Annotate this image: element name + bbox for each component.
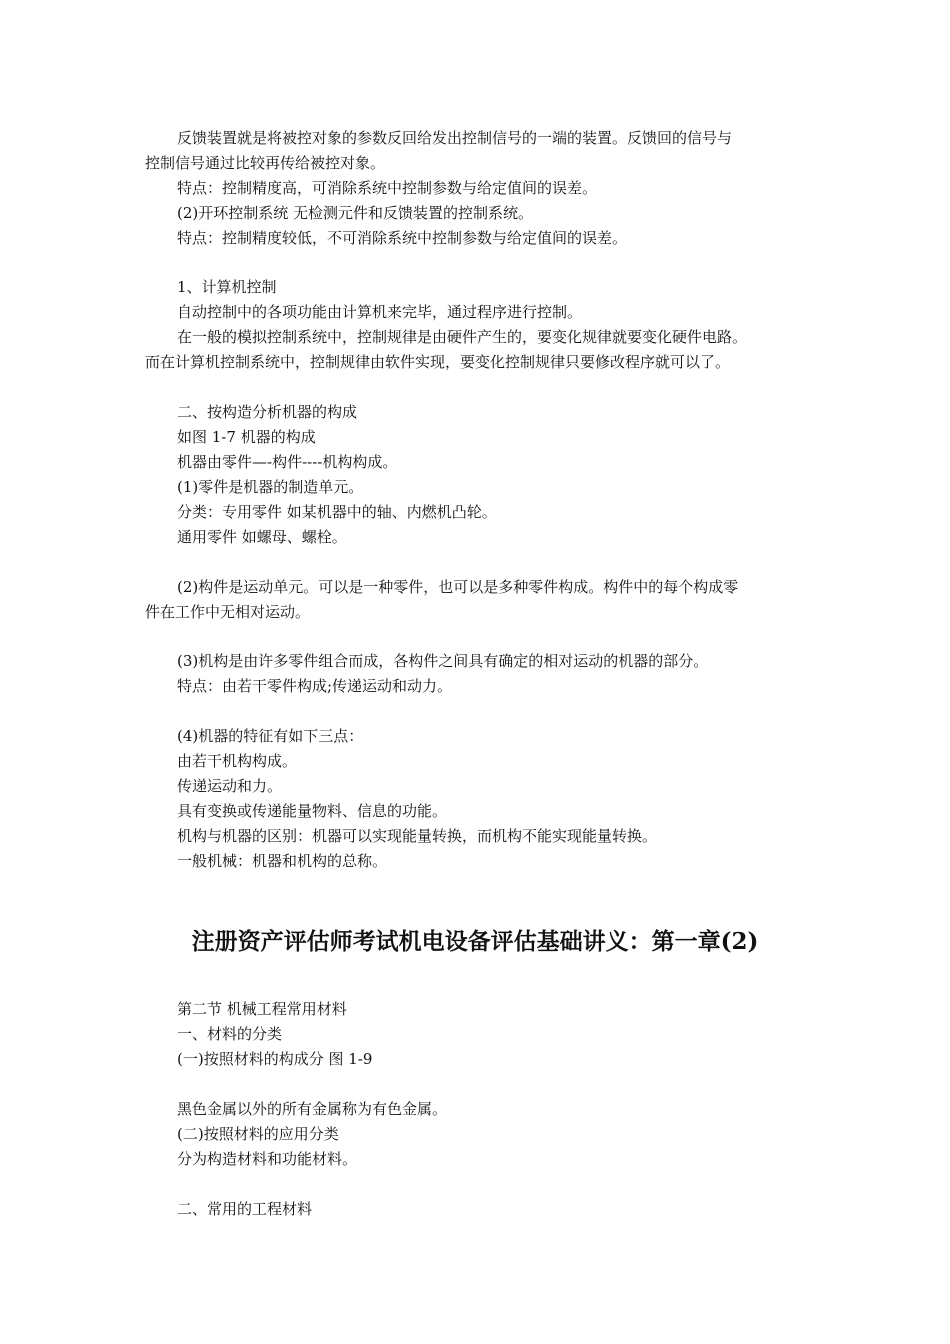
paragraph-line: 机构与机器的区别：机器可以实现能量转换，而机构不能实现能量转换。 [177, 827, 658, 845]
paragraph-line: 机器由零件—-构件----机构构成。 [177, 453, 398, 471]
document-title: 注册资产评估师考试机电设备评估基础讲义：第一章(2) [191, 928, 759, 955]
paragraph-line: (二)按照材料的应用分类 [177, 1125, 339, 1143]
paragraph-line: 分类：专用零件 如某机器中的轴、内燃机凸轮。 [177, 503, 497, 521]
paragraph-line: 如图 1-7 机器的构成 [177, 428, 316, 446]
paragraph-line: 在一般的模拟控制系统中，控制规律是由硬件产生的，要变化规律就要变化硬件电路。 [177, 328, 748, 346]
paragraph-line: (一)按照材料的构成分 图 1-9 [177, 1050, 373, 1068]
paragraph-line: (1)零件是机器的制造单元。 [177, 478, 364, 496]
paragraph-line: 件在工作中无相对运动。 [145, 603, 311, 621]
paragraph-line: 反馈装置就是将被控对象的参数反回给发出控制信号的一端的装置。反馈回的信号与 [177, 129, 733, 147]
paragraph-line: 黑色金属以外的所有金属称为有色金属。 [177, 1100, 448, 1118]
paragraph-line: 自动控制中的各项功能由计算机来完毕，通过程序进行控制。 [177, 303, 583, 321]
paragraph-line: 而在计算机控制系统中，控制规律由软件实现，要变化控制规律只要修改程序就可以了。 [145, 353, 731, 371]
paragraph-line: 分为构造材料和功能材料。 [177, 1150, 358, 1168]
section-heading: 二、按构造分析机器的构成 [177, 403, 358, 421]
paragraph-line: 传递运动和力。 [177, 777, 283, 795]
paragraph-line: (2)构件是运动单元。可以是一种零件，也可以是多种零件构成。构件中的每个构成零 [177, 578, 739, 596]
section-heading: 第二节 机械工程常用材料 [177, 1000, 347, 1018]
paragraph-line: 通用零件 如螺母、螺栓。 [177, 528, 347, 546]
paragraph-line: 特点：控制精度高，可消除系统中控制参数与给定值间的误差。 [177, 179, 598, 197]
paragraph-line: 由若干机构构成。 [177, 752, 298, 770]
paragraph-line: (4)机器的特征有如下三点： [177, 727, 364, 745]
paragraph-line: (3)机构是由许多零件组合而成，各构件之间具有确定的相对运动的机器的部分。 [177, 652, 709, 670]
paragraph-line: 一、材料的分类 [177, 1025, 283, 1043]
section-heading: 1、计算机控制 [177, 278, 277, 296]
paragraph-line: 具有变换或传递能量物料、信息的功能。 [177, 802, 448, 820]
paragraph-line: 控制信号通过比较再传给被控对象。 [145, 154, 386, 172]
paragraph-line: 特点：由若干零件构成;传递运动和动力。 [177, 677, 453, 695]
section-heading: 二、常用的工程材料 [177, 1200, 313, 1218]
paragraph-line: (2)开环控制系统 无检测元件和反馈装置的控制系统。 [177, 204, 534, 222]
paragraph-line: 一般机械：机器和机构的总称。 [177, 852, 388, 870]
paragraph-line: 特点：控制精度较低，不可消除系统中控制参数与给定值间的误差。 [177, 229, 628, 247]
